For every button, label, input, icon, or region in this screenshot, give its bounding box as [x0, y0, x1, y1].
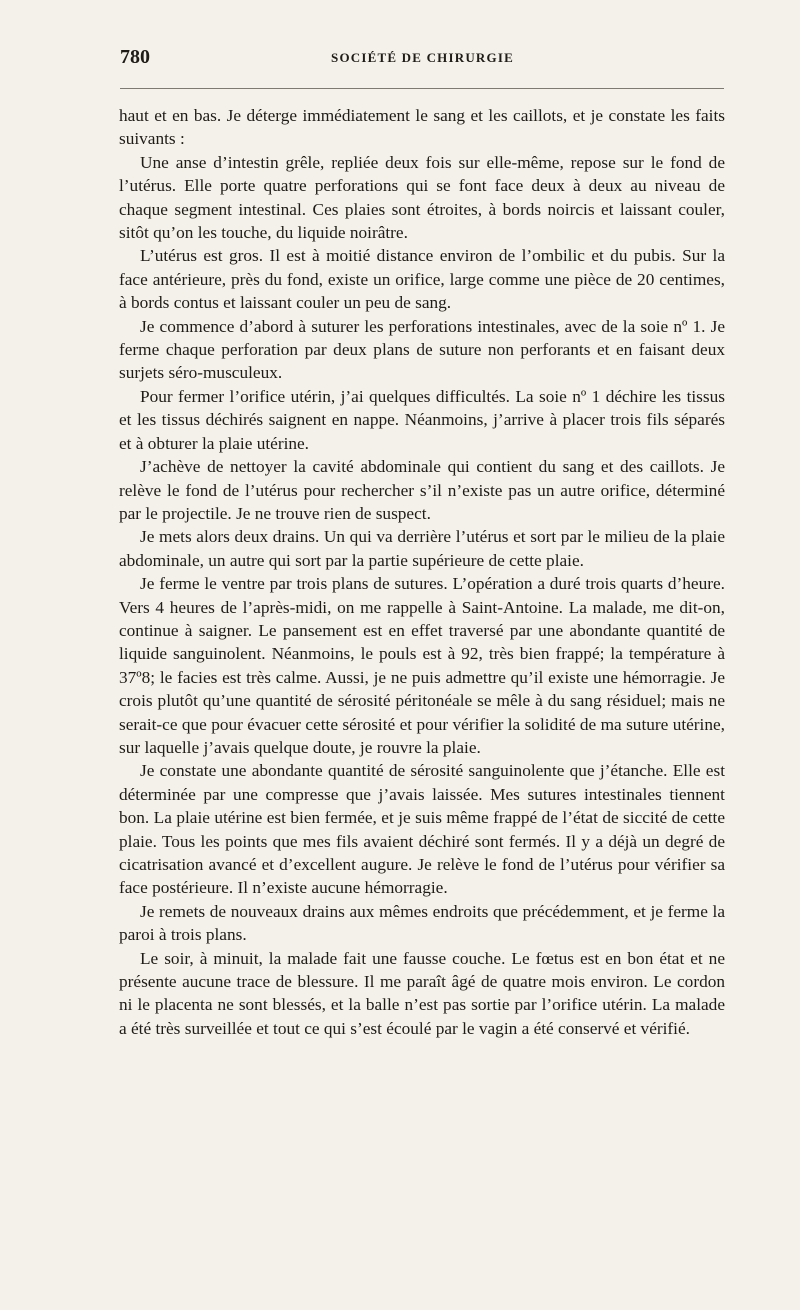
paragraph: Pour fermer l’orifice utérin, j’ai quelques difficultés. La soie nº 1 déchire les tissus et les tissus déchirés saignent en nappe. Néanmoins, j’arrive à placer trois fils séparés et à obturer la plaie utérine.: [119, 386, 725, 453]
running-title: SOCIÉTÉ DE CHIRURGIE: [331, 50, 514, 65]
paragraph: Je remets de nouveaux drains aux mêmes endroits que précédemment, et je ferme la paroi à trois plans.: [119, 901, 725, 945]
paragraph: Je ferme le ventre par trois plans de sutures. L’opération a duré trois quarts d’heure. Vers 4 heures de l’après-midi, on me rappelle à Saint-Antoine. La malade, me dit-on, continue à saigner. Le pansement est en effet traversé par une abondante quantité de liquide sanguinolent. Néanmoins, le pouls est à 92, très bien frappé; la température à 37º8; le facies est très calme. Aussi, je ne puis admettre qu’il existe une hémorragie. Je crois plutôt qu’une quantité de sérosité péritonéale se mêle à du sang résiduel; mais ne serait-ce que pour évacuer cette sérosité et pour vérifier la solidité de ma suture utérine, sur laquelle j’avais quelque doute, je rouvre la plaie.: [119, 574, 725, 757]
paragraph: J’achève de nettoyer la cavité abdominale qui contient du sang et des caillots. Je relève le fond de l’utérus pour rechercher s’il n’existe pas un autre orifice, déterminé par le projectile. Je ne trouve rien de suspect.: [119, 457, 725, 523]
paragraph: Une anse d’intestin grêle, repliée deux fois sur elle-même, repose sur le fond de l’utérus. Elle porte quatre perforations qui se font face deux à deux au niveau de chaque segment intestinal. Ces plaies sont étroites, à bords noircis et laissant couler, sitôt qu’on les touche, du liquide noirâtre.: [119, 152, 725, 243]
header-rule: [120, 88, 724, 89]
paragraph: L’utérus est gros. Il est à moitié distance environ de l’ombilic et du pubis. Sur la face antérieure, près du fond, existe un orifice, large comme une pièce de 20 centimes, à bords contus et laissant couler un peu de sang.: [119, 246, 725, 313]
paragraph: Je constate une abondante quantité de sérosité sanguinolente que j’étanche. Elle est déterminée par une compresse que j’avais laissée. Mes sutures intestinales tiennent bon. La plaie utérine est bien fermée, et je suis même frappé de l’état de siccité de cette plaie. Tous les points que mes fils avaient déchiré sont fermés. Il y a déjà un degré de cicatrisation avancé et d’excellent augure. Je relève le fond de l’utérus pour vérifier sa face postérieure. Il n’existe aucune hémorragie.: [119, 761, 725, 898]
paragraph: Le soir, à minuit, la malade fait une fausse couche. Le fœtus est en bon état et ne présente aucune trace de blessure. Il me paraît âgé de quatre mois environ. Le cordon ni le placenta ne sont blessés, et la balle n’est pas sortie par l’orifice utérin. La malade a été très surveillée et tout ce qui s’est écoulé par le vagin a été conservé et vérifié.: [119, 948, 725, 1038]
paragraph: Je mets alors deux drains. Un qui va derrière l’utérus et sort par le milieu de la plaie abdominale, un autre qui sort par la partie supérieure de cette plaie.: [119, 527, 725, 570]
body-text: [119, 104, 725, 1040]
paragraph: Je commence d’abord à suturer les perforations intestinales, avec de la soie nº 1. Je ferme chaque perforation par deux plans de suture non perforants et en faisant deux surjets séro-musculeux.: [119, 316, 725, 383]
page-header: [120, 46, 725, 76]
page-number: 780: [120, 46, 150, 68]
paragraph: haut et en bas. Je déterge immédiatement le sang et les caillots, et je constate les faits suivants :: [119, 106, 725, 149]
